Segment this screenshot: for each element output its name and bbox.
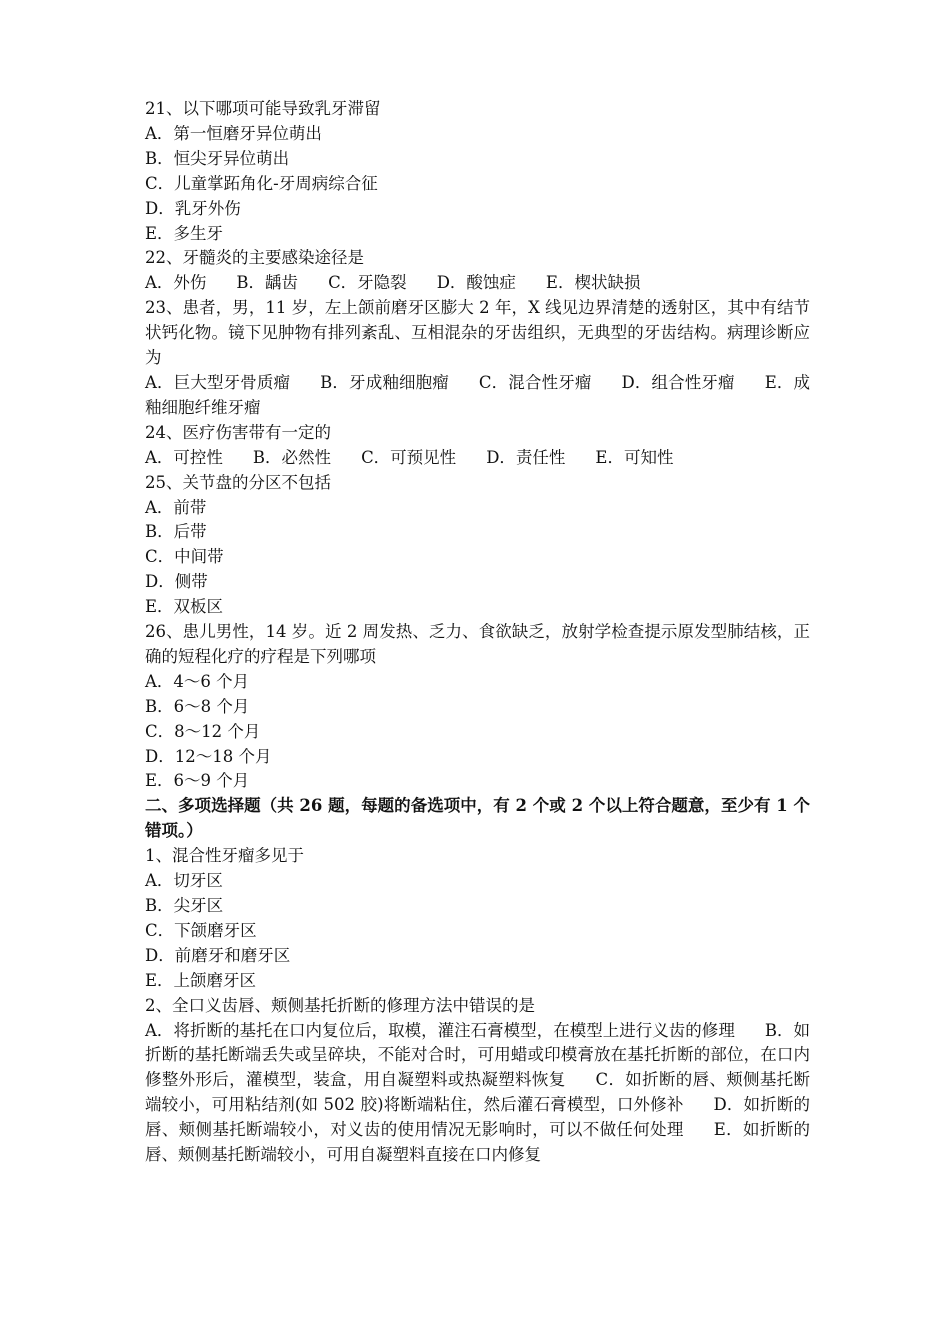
question-22-options [145, 271, 810, 296]
question-24-stem: 24、医疗伤害带有一定的 [145, 422, 331, 442]
question-23-options [145, 371, 810, 421]
multi-question-2-stem: 2、全口义齿唇、颊侧基托折断的修理方法中错误的是 [145, 995, 535, 1015]
question-26-option-b: B．6～8 个月 [145, 696, 250, 716]
question-25-option-a: A．前带 [145, 497, 207, 517]
multi-question-1-option-b: B．尖牙区 [145, 896, 224, 915]
multi-question-1-stem: 1、混合性牙瘤多见于 [145, 846, 304, 866]
question-21-option-e: E．多生牙 [145, 223, 224, 243]
question-24-options [145, 446, 810, 471]
question-22-option-b: B．龋齿 [236, 273, 299, 293]
multi-question-2-option-e: E．如折断的唇、颊侧基托断端较小，可用自凝塑料直接在口内修复 [145, 1120, 811, 1165]
question-24-option-a: A．可控性 [145, 447, 223, 467]
multi-question-1-option-a: A．切牙区 [145, 871, 223, 891]
question-25-stem: 25、关节盘的分区不包括 [145, 472, 331, 492]
question-24-option-b: B．必然性 [252, 447, 332, 467]
question-26-option-d: D．12～18 个月 [145, 746, 272, 766]
question-21-option-b: B．恒尖牙异位萌出 [145, 148, 290, 168]
question-21-option-d: D．乳牙外伤 [145, 198, 241, 218]
question-21-stem: 21、以下哪项可能导致乳牙滞留 [145, 99, 381, 118]
multi-question-2-option-d: D．如折断的唇、颊侧基托断端较小，对义齿的使用情况无影响时，可以不做任何处理 [145, 1095, 811, 1140]
question-25-option-d: D．侧带 [145, 572, 208, 592]
question-26-option-a: A．4～6 个月 [145, 671, 250, 691]
question-23-option-c: C．混合性牙瘤 [478, 372, 592, 392]
question-25-option-e: E．双板区 [145, 597, 224, 617]
multi-question-2-option-b: B．如折断的基托断端丢失或呈碎块，不能对合时，可用蜡或印模膏放在基托折断的部位，在口内修整外形后，灌模型，装盒，用自凝塑料或热凝塑料恢复 [145, 1020, 810, 1090]
question-23-option-a: A．巨大型牙骨质瘤 [145, 372, 291, 392]
question-25-option-c: C．中间带 [145, 547, 224, 567]
question-23-option-b: B．牙成釉细胞瘤 [320, 372, 449, 392]
question-22-option-e: E．楔状缺损 [545, 273, 641, 293]
document-page [145, 97, 810, 1168]
question-26-option-c: C．8～12 个月 [145, 721, 261, 741]
multi-question-2-option-c: C．如折断的唇、颊侧基托断端较小，可用粘结剂(如 502 胶)将断端粘住，然后灌石膏模型，口外修补 [145, 1070, 811, 1115]
question-25-option-b: B．后带 [145, 522, 207, 542]
multi-question-1-option-c: C．下颌磨牙区 [145, 920, 257, 940]
question-23-option-e: E．成釉细胞纤维牙瘤 [145, 372, 811, 417]
question-22-stem: 22、牙髓炎的主要感染途径是 [145, 248, 364, 268]
question-23-stem: 23、患者，男，11 岁，左上颌前磨牙区膨大 2 年，X 线见边界清楚的透射区，其中有结节状钙化物。镜下见肿物有排列紊乱、互相混杂的牙齿组织，无典型的牙齿结构。病理诊断应为 [145, 298, 810, 368]
multi-question-1-option-e: E．上颌磨牙区 [145, 970, 257, 990]
question-21-option-a: A．第一恒磨牙异位萌出 [145, 123, 322, 143]
multi-question-1-option-d: D．前磨牙和磨牙区 [145, 945, 291, 965]
question-26-option-e: E．6～9 个月 [145, 771, 250, 791]
multi-question-2-options [145, 1019, 810, 1168]
question-21-option-c: C．儿童掌跖角化-牙周病综合征 [145, 173, 378, 193]
question-24-option-d: D．责任性 [486, 447, 566, 467]
question-24-option-e: E．可知性 [595, 447, 674, 467]
section-2-heading: 二、多项选择题（共 26 题，每题的备选项中，有 2 个或 2 个以上符合题意，至少有 1 个错项。） [145, 796, 810, 841]
question-22-option-a: A．外伤 [145, 273, 207, 293]
question-23-option-d: D．组合性牙瘤 [621, 372, 735, 392]
question-24-option-c: C．可预见性 [361, 447, 457, 467]
question-22-option-c: C．牙隐裂 [328, 273, 407, 293]
multi-question-2-option-a: A．将折断的基托在口内复位后，取模，灌注石膏模型，在模型上进行义齿的修理 [145, 1020, 735, 1040]
question-26-stem: 26、患儿男性，14 岁。近 2 周发热、乏力、食欲缺乏，放射学检查提示原发型肺结核，正确的短程化疗的疗程是下列哪项 [145, 622, 810, 666]
question-22-option-d: D．酸蚀症 [436, 273, 516, 293]
